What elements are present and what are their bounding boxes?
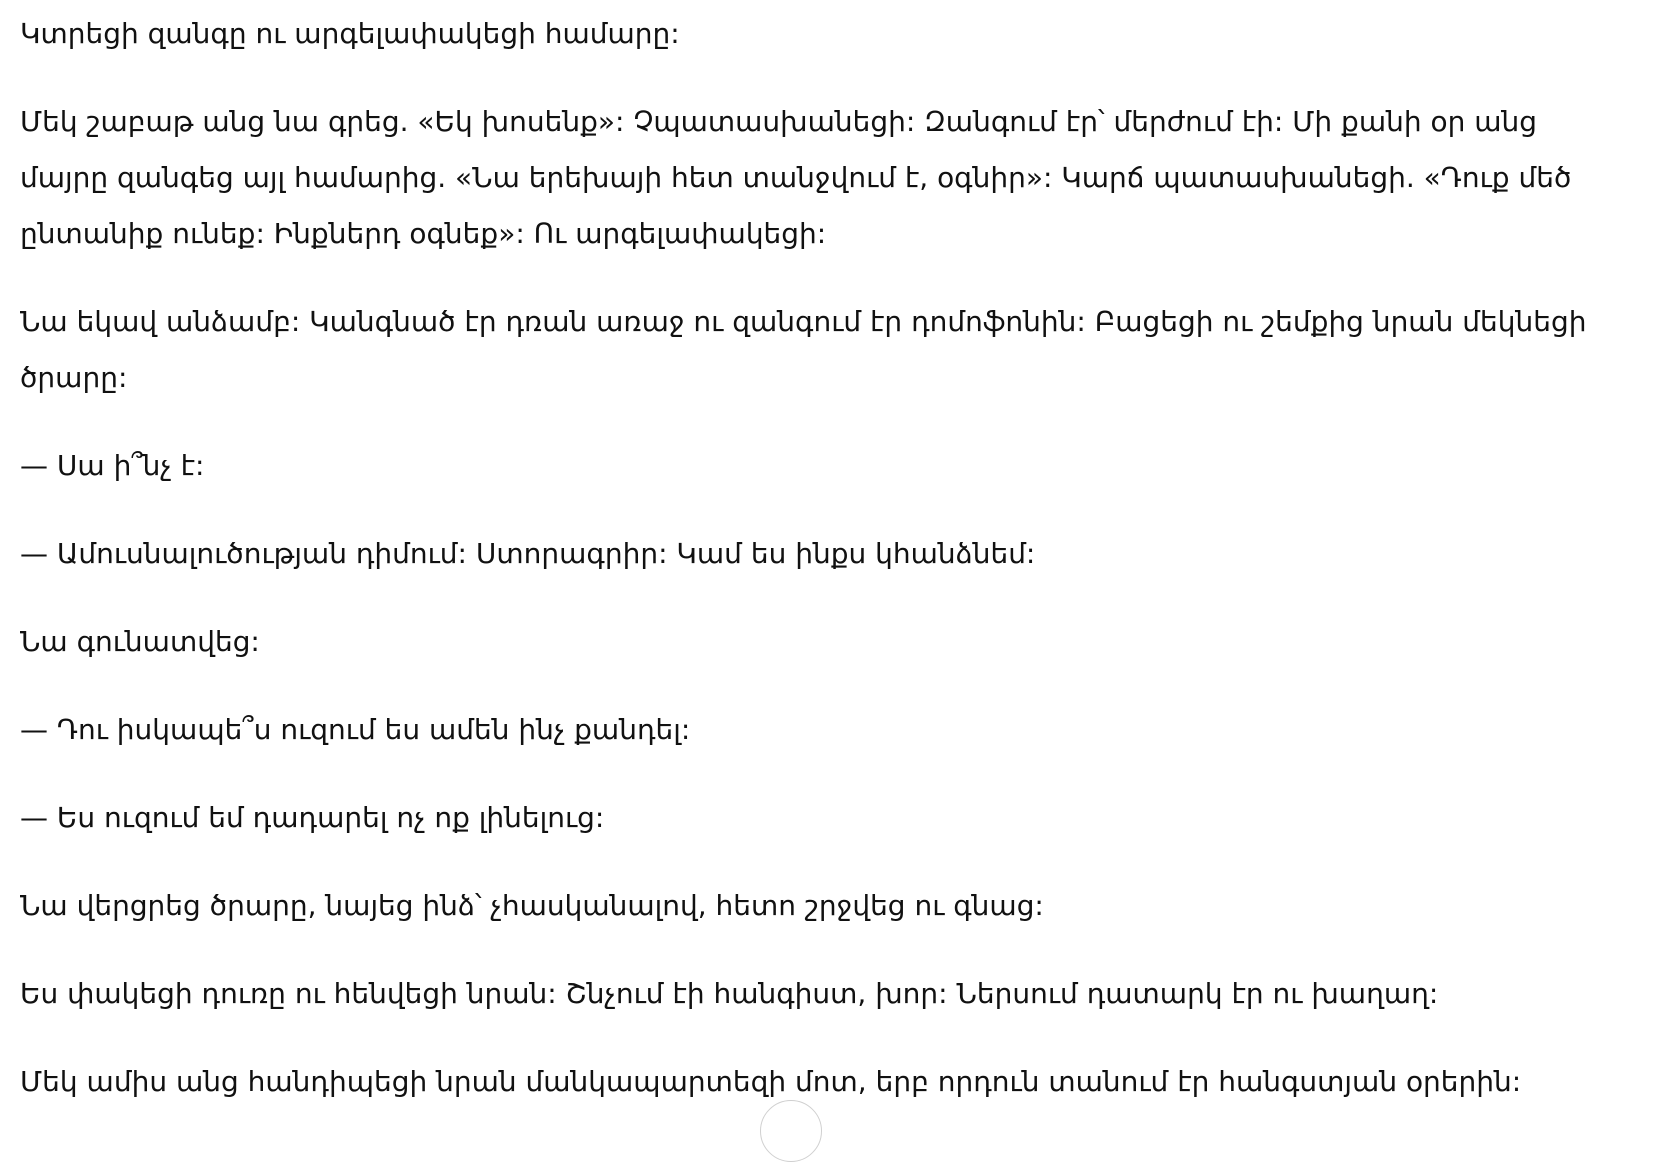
paragraph: Ես փակեցի դուռը ու հենվեցի նրան: Շնչում էի հանգիստ, խոր: Ներսում դատարկ էր ու խաղաղ:: [20, 977, 1439, 1010]
paragraph: Նա եկավ անձամբ: Կանգնած էր դռան առաջ ու զանգում էր դոմոֆոնին: Բացեցի ու շեմքից նրան մեկնեցի ծրարը:: [20, 305, 1587, 394]
scroll-down-button[interactable]: [760, 1100, 822, 1162]
paragraph: Կտրեցի զանգը ու արգելափակեցի համարը:: [20, 17, 680, 50]
paragraph: — Դու իսկապե՞ս ուզում ես ամեն ինչ քանդել:: [20, 713, 691, 746]
paragraph: Մեկ ամիս անց հանդիպեցի նրան մանկապարտեզի մոտ, երբ որդուն տանում էր հանգստյան օրերին:: [20, 1065, 1522, 1098]
paragraph: Նա վերցրեց ծրարը, նայեց ինձ՝ չհասկանալով, հետո շրջվեց ու գնաց:: [20, 889, 1044, 922]
document-body: [20, 6, 1620, 1142]
paragraph: Մեկ շաբաթ անց նա գրեց. «Եկ խոսենք»: Չպատասխանեցի: Զանգում էր՝ մերժում էի: Մի քանի օր անց մայրը զանգեց այլ համարից. «Նա երեխայի հետ տանջվում է, օգնիր»: Կարճ պատասխանեցի. «Դուք մեծ ընտանիք ունեք: Ինքներդ օգնեք»: Ու արգելափակեցի:: [20, 105, 1572, 250]
paragraph: Նա գունատվեց:: [20, 625, 260, 658]
paragraph: — Ես ուզում եմ դադարել ոչ ոք լինելուց:: [20, 801, 605, 834]
paragraph: — Սա ի՞նչ է:: [20, 449, 205, 482]
paragraph: — Ամուսնալուծության դիմում: Ստորագրիր: Կամ ես ինքս կհանձնեմ:: [20, 537, 1036, 570]
